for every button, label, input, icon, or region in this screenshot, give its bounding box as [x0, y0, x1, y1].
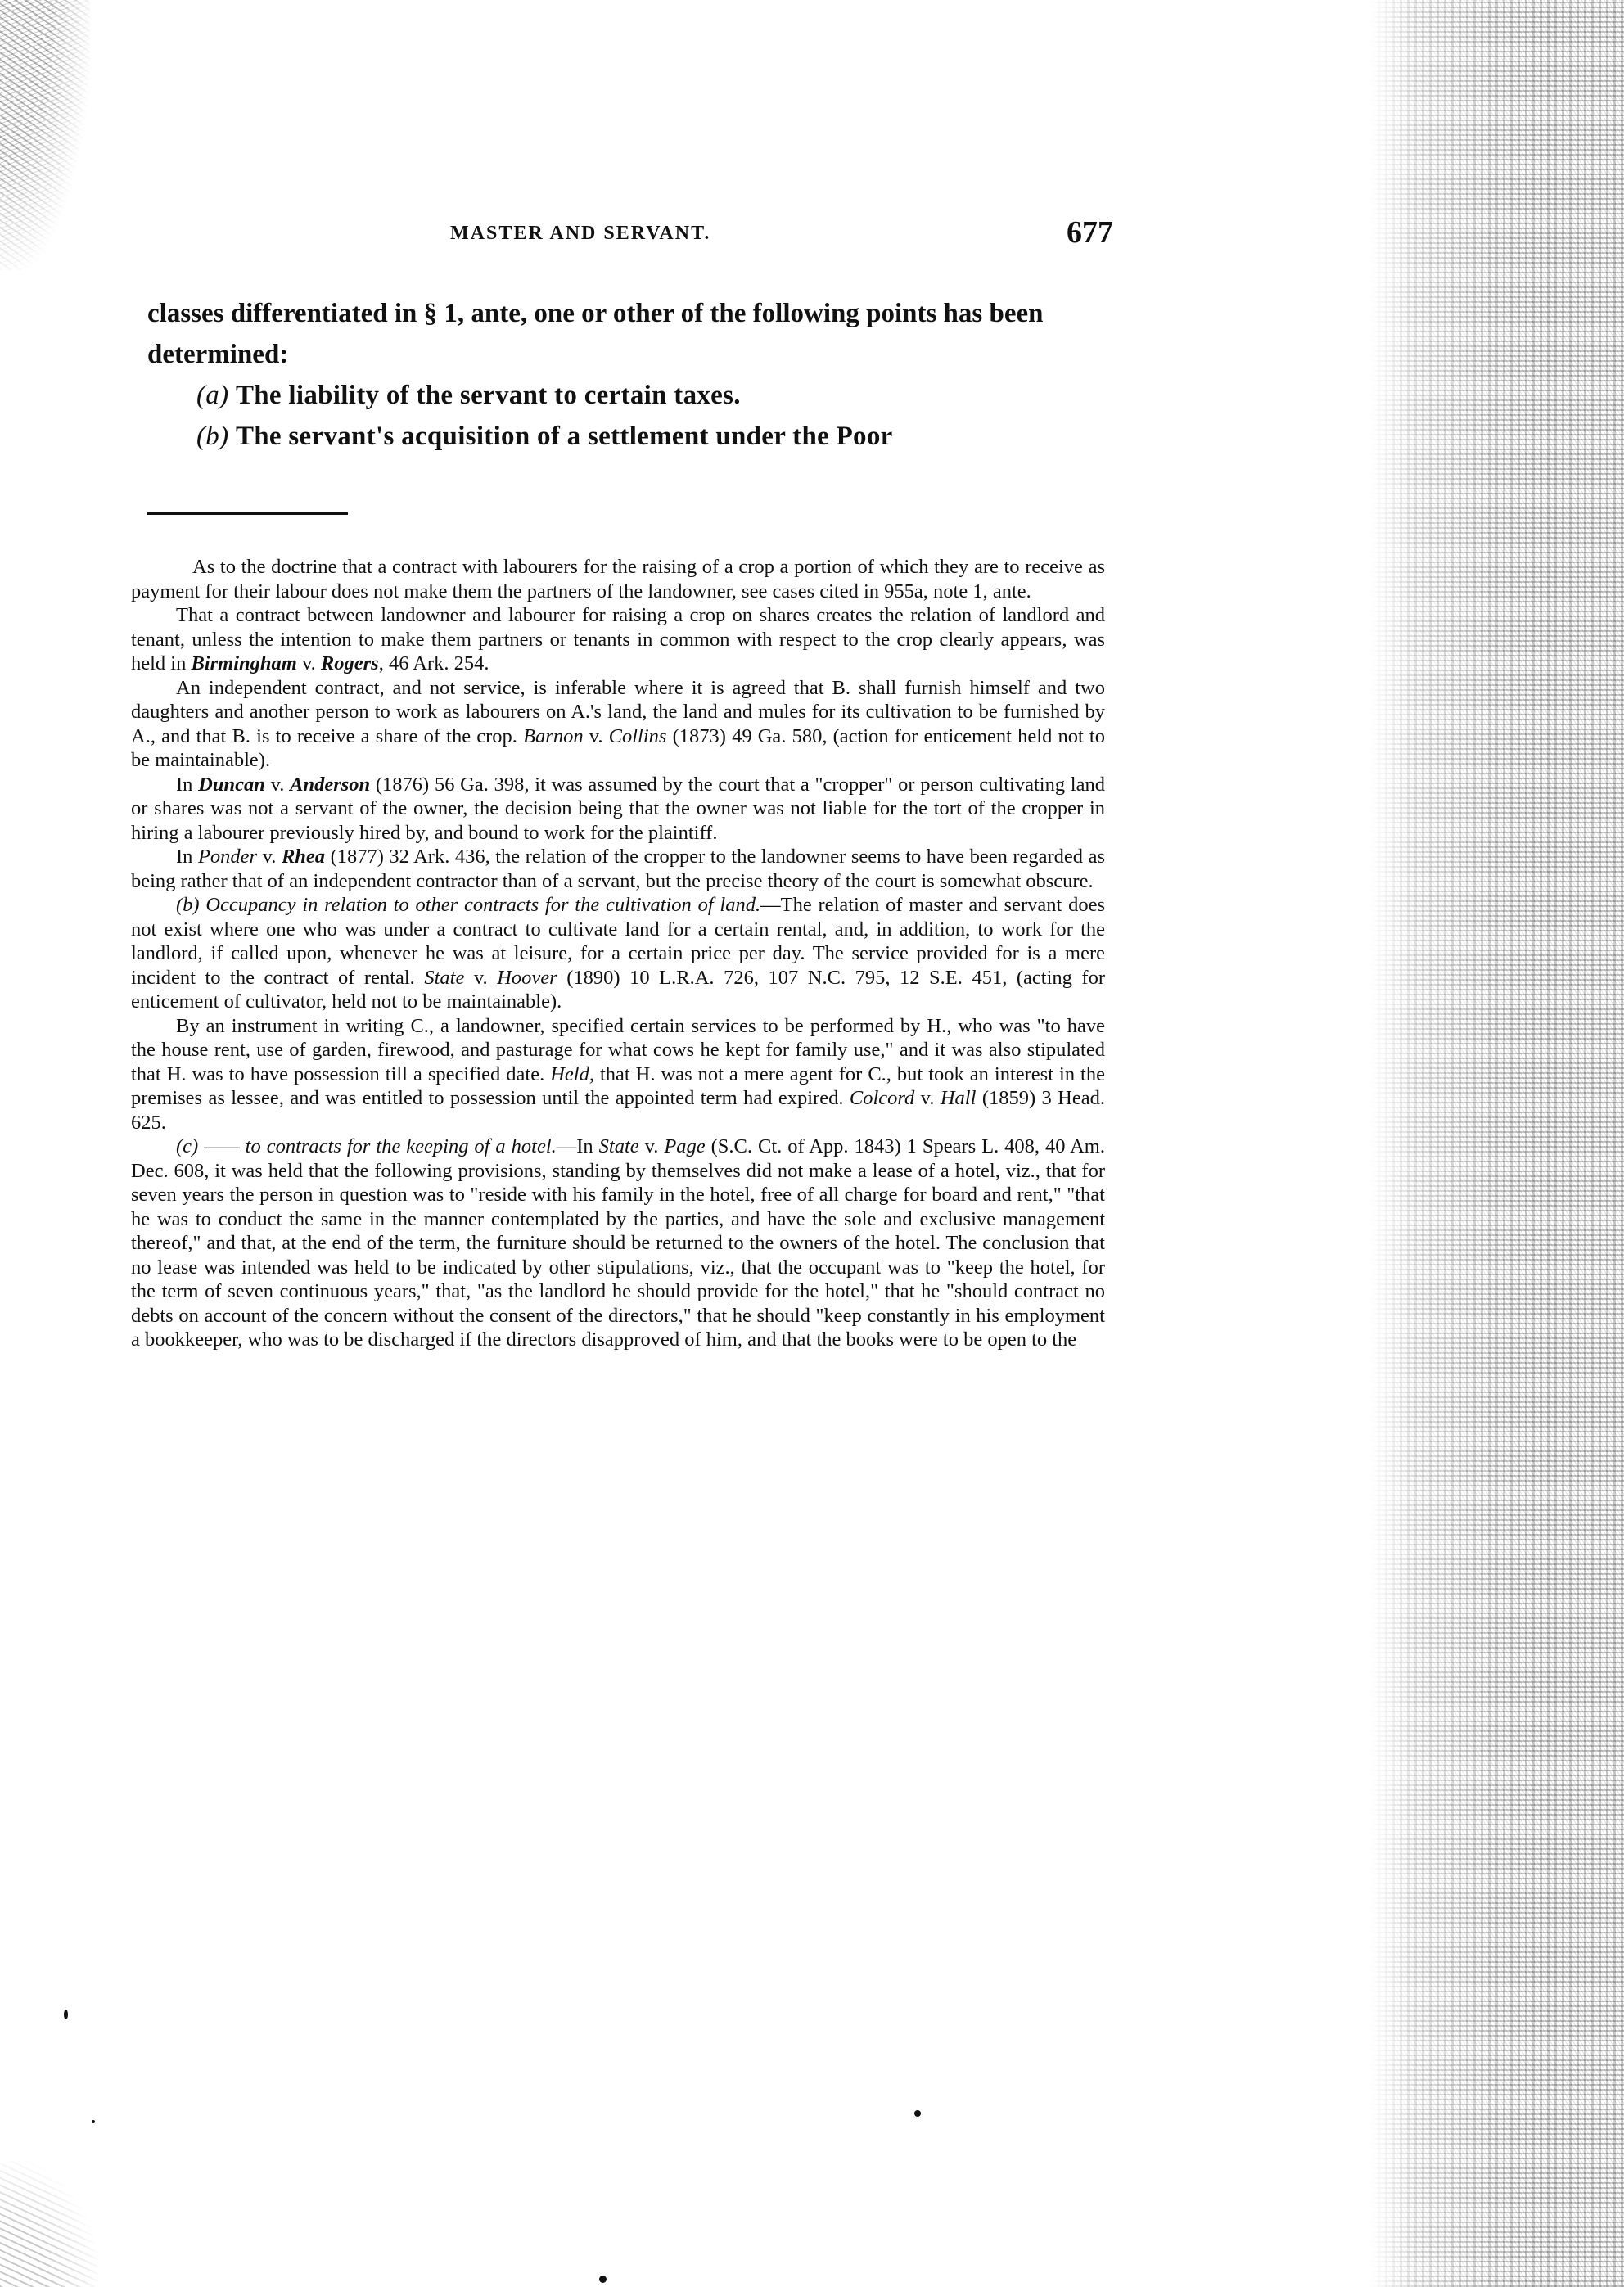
scan-edge-left: [0, 0, 90, 270]
case-name: Rogers: [320, 652, 379, 674]
footnote-paragraph-2: [131, 603, 1105, 676]
text-run: v.: [464, 966, 498, 989]
text-run: v.: [296, 652, 321, 674]
footnote-paragraph-1: As to the doctrine that a contract with labourers for the raising of a crop a portion of which they are to receive as payment for their labour does not make them the partners of the landowner, see cases cited in 955a, note 1, ante.: [131, 556, 1105, 602]
text-run: , 46 Ark. 254.: [378, 652, 489, 674]
case-name: Anderson: [290, 773, 371, 796]
footnotes: [131, 555, 1105, 1352]
case-name: Hoover: [497, 966, 557, 989]
case-name: Page: [664, 1135, 706, 1157]
footnote-paragraph-4: [131, 773, 1105, 846]
text-run: (1890) 10 L.R.A. 726, 107 N.C. 795, 12 S.E. 451, (acting for enticement of cultivator, held not to be maintainable).: [131, 966, 1105, 1013]
case-name: Rhea: [281, 846, 326, 868]
section-label: (b) Occupancy in relation to other contracts for the cultivation of land.: [176, 894, 761, 916]
text-run: That a contract between landowner and labourer for raising a crop on shares creates the relation of landlord and tenant, unless the intention to make them partners or tenants in common with respect to the crop clearly appears, was held in: [131, 604, 1105, 674]
page-number: 677: [1067, 215, 1113, 250]
scan-edge-bottom-left: [0, 2161, 98, 2287]
list-item-b: [147, 416, 1113, 457]
footnote-paragraph-6: [131, 893, 1105, 1014]
text-run: (1877) 32 Ark. 436, the relation of the cropper to the landowner seems to have been regarded as being rather that of an independent contractor than of a servant, but the precise theory of the court is somewhat obscure.: [131, 846, 1105, 892]
text-run: In: [176, 773, 199, 796]
scan-speck: [64, 2010, 68, 2019]
scan-speck: [599, 2276, 607, 2283]
case-name: Barnon: [523, 724, 584, 747]
text-run: (1873) 49 Ga. 580, (action for enticement held not to be maintainable).: [131, 724, 1105, 771]
list-text: The servant's acquisition of a settlement under the Poor: [235, 422, 893, 451]
list-marker: (b): [196, 422, 229, 451]
text-run: An independent contract, and not service, is inferable where it is agreed that B. shall furnish himself and two daughters and another person to work as labourers on A.'s land, the land and mules for its cultivation to be furnished by A., and that B. is to receive a share of the crop.: [131, 676, 1105, 747]
footnote-rule: [147, 512, 348, 515]
footnote-paragraph-8: [131, 1134, 1105, 1352]
text-run: v.: [583, 724, 609, 747]
list-marker: (a): [196, 381, 229, 410]
text-run: (1876) 56 Ga. 398, it was assumed by the court that a "cropper" or person cultivating land or shares was not a servant of the owner, the decision being that the owner was not liable for the tort of the cropper in hiring a labourer previously hired by, and bound to work for the plaintiff.: [131, 773, 1105, 844]
footnote-paragraph-7: [131, 1014, 1105, 1135]
text-run: v.: [914, 1087, 941, 1109]
case-name: Colcord: [849, 1087, 915, 1109]
list-text: The liability of the servant to certain taxes.: [235, 381, 741, 410]
section-label: (c) —— to contracts for the keeping of a hotel.: [176, 1135, 557, 1157]
case-name: State: [598, 1135, 639, 1157]
text-run: By an instrument in writing C., a landowner, specified certain services to be performed by H., who was "to have the house rent, use of garden, firewood, and pasturage for what cows he kept for family use," and it was also stipulated that H. was to have possession till a specified date.: [131, 1014, 1105, 1085]
case-name: State: [424, 966, 465, 989]
text-run: v.: [638, 1135, 665, 1157]
text-run: (S.C. Ct. of App. 1843) 1 Spears L. 408, 40 Am. Dec. 608, it was held that the following provisions, standing by themselves did not make a lease of a hotel, viz., that for seven years the person in question was to "reside with his family in the hotel, free of all charge for board and rent," "that he was to conduct the same in the manner contemplated by the parties, and have the sole and exclusive management thereof," and that, at the end of the term, the furniture should be returned to the owners of the hotel. The conclusion that no lease was intended was held to be indicated by other stipulations, viz., that the occupant was to "keep the hotel, for the term of seven continuous years," that, "as the landlord he should provide for the hotel," that he "should contract no debts on account of the concern without the consent of the directors," that he should "keep constantly in his employment a bookkeeper, who was to be discharged if the directors disapproved of him, and that the books were to be open to the: [131, 1135, 1105, 1351]
running-head: MASTER AND SERVANT.: [450, 223, 711, 244]
intro-paragraph: classes differentiated in § 1, ante, one or other of the following points has been determined:: [147, 299, 1044, 369]
footnote-paragraph-3: [131, 676, 1105, 773]
text-run: —The relation of master and servant does not exist where one who was under a contract to cultivate land for a certain rental, and, in addition, to work for the landlord, if called upon, whenever he was at leisure, for a certain price per day. The service provided for is a mere incident to the contract of rental.: [131, 894, 1105, 989]
text-run: In: [176, 846, 198, 868]
footnote-paragraph-5: [131, 845, 1105, 893]
scan-edge-right: [1370, 0, 1624, 2287]
page-header: [147, 215, 1113, 260]
case-name: Ponder: [197, 846, 258, 868]
list-item-a: [147, 375, 1113, 416]
text-run: (1859) 3 Head. 625.: [131, 1087, 1105, 1134]
held-label: Held,: [550, 1062, 594, 1085]
scan-speck: [92, 2120, 95, 2123]
text-run: v.: [257, 846, 282, 868]
case-name: Duncan: [198, 773, 265, 796]
text-run: —In: [556, 1135, 599, 1157]
case-name: Birmingham: [191, 652, 297, 674]
text-run: v.: [264, 773, 291, 796]
text-run: that H. was not a mere agent for C., but took an interest in the premises as lessee, and was entitled to possession until the appointed term had expired.: [131, 1062, 1105, 1109]
main-text: [147, 293, 1113, 457]
case-name: Collins: [608, 724, 667, 747]
scan-speck: [914, 2110, 921, 2117]
case-name: Hall: [940, 1087, 977, 1109]
